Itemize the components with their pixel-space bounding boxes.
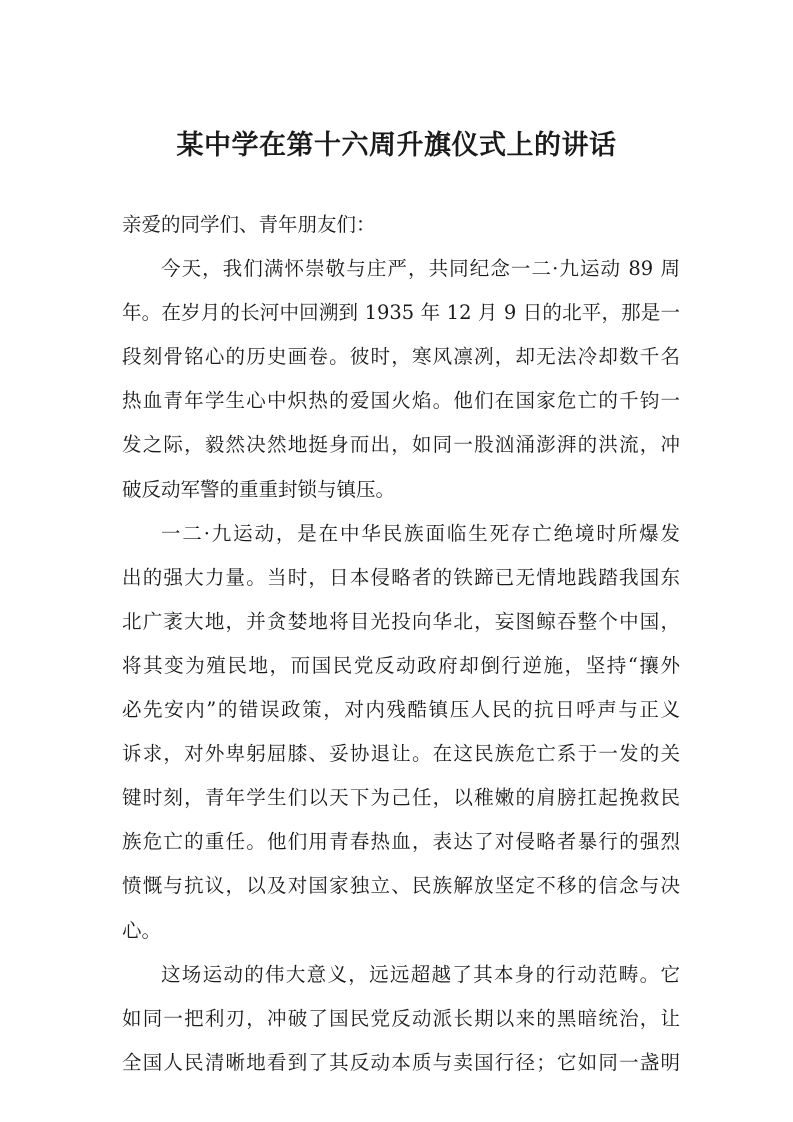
document-body: [122, 203, 680, 1085]
text-line: 键时刻，青年学生们以天下为己任，以稚嫩的肩膀扛起挽救民: [122, 786, 680, 810]
text-line: 破反动军警的重重封锁与镇压。: [122, 477, 396, 501]
text-line: 出的强大力量。当时，日本侵略者的铁蹄已无情地践踏我国东: [122, 565, 680, 589]
document-title: 某中学在第十六周升旗仪式上的讲话: [176, 130, 617, 161]
text-line: 北广袤大地，并贪婪地将目光投向华北，妄图鲸吞整个中国，: [122, 609, 680, 633]
text-line: 全国人民清晰地看到了其反动本质与卖国行径；它如同一盏明: [122, 1050, 680, 1074]
text-line: 发之际，毅然决然地挺身而出，如同一股汹涌澎湃的洪流，冲: [122, 433, 680, 457]
text-line: 必先安内”的错误政策，对内残酷镇压人民的抗日呼声与正义: [122, 698, 680, 722]
text-line: 诉求，对外卑躬屈膝、妥协退让。在这民族危亡系于一发的关: [122, 742, 680, 766]
text-line: 将其变为殖民地，而国民党反动政府却倒行逆施，坚持“攘外: [122, 653, 680, 677]
text-line: 这场运动的伟大意义，远远超越了其本身的行动范畴。它: [161, 962, 680, 986]
text-line: 愤慨与抗议，以及对国家独立、民族解放坚定不移的信念与决: [122, 874, 680, 898]
text-line: 一二·九运动，是在中华民族面临生死存亡绝境时所爆发: [161, 521, 680, 545]
text-line: 心。: [122, 918, 162, 942]
text-line: 热血青年学生心中炽热的爱国火焰。他们在国家危亡的千钧一: [122, 389, 680, 413]
text-line: 段刻骨铭心的历史画卷。彼时，寒风凛冽，却无法冷却数千名: [122, 345, 680, 369]
text-line: 亲爱的同学们、青年朋友们：: [122, 213, 376, 236]
text-line: 年。在岁月的长河中回溯到 1935 年 12 月 9 日的北平，那是一: [122, 301, 680, 325]
text-line: 今天，我们满怀崇敬与庄严，共同纪念一二·九运动 89 周: [161, 257, 680, 281]
text-line: 如同一把利刃，冲破了国民党反动派长期以来的黑暗统治，让: [122, 1006, 680, 1030]
text-line: 族危亡的重任。他们用青春热血，表达了对侵略者暴行的强烈: [122, 830, 680, 854]
